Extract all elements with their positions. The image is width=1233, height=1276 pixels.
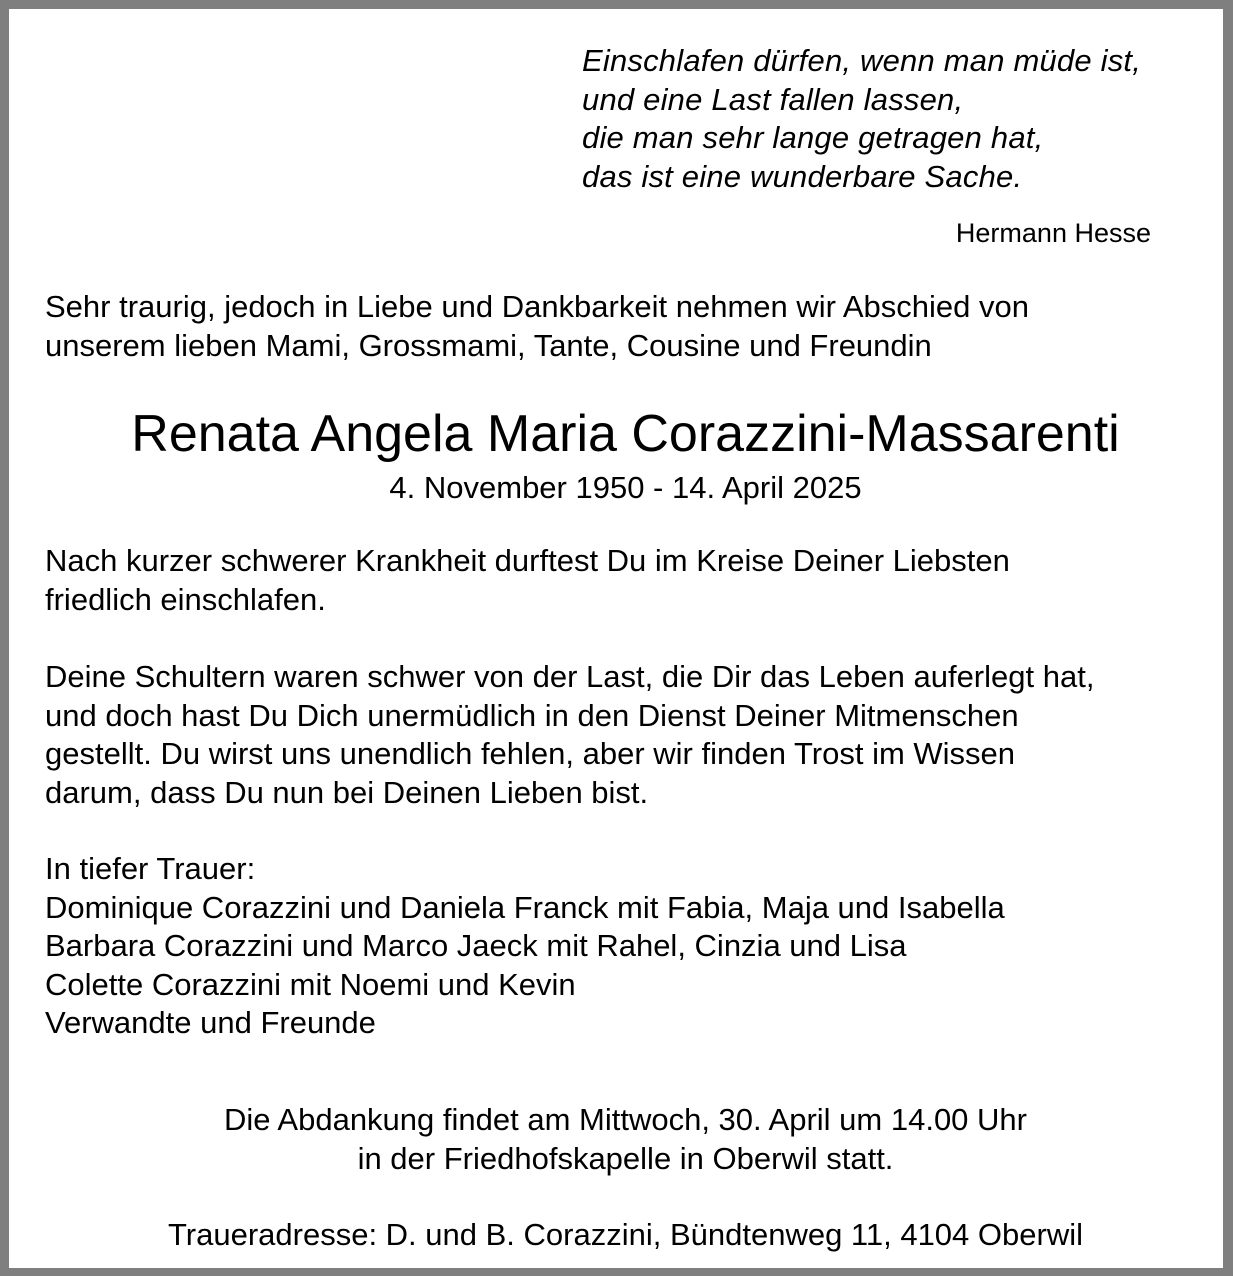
paragraph-line: friedlich einschlafen. — [45, 581, 326, 617]
mourners-list — [45, 850, 1005, 1043]
paragraph-line: darum, dass Du nun bei Deinen Lieben bist. — [45, 774, 649, 810]
quote-line: und eine Last fallen lassen, — [582, 81, 964, 117]
quote-line: Einschlafen dürfen, wenn man müde ist, — [582, 43, 1142, 78]
intro-line: Sehr traurig, jedoch in Liebe und Dankbarkeit nehmen wir Abschied von — [45, 289, 1029, 324]
paragraph-line: gestellt. Du wirst uns unendlich fehlen, aber wir finden Trost im Wissen — [45, 736, 1016, 771]
paragraph-illness — [45, 542, 1010, 619]
mourning-address: Traueradresse: D. und B. Corazzini, Bündtenweg 11, 4104 Oberwil — [168, 1217, 1083, 1252]
paragraph-tribute — [45, 658, 1094, 812]
mourner-entry: Barbara Corazzini und Marco Jaeck mit Rahel, Cinzia und Lisa — [45, 928, 907, 963]
mourner-entry: Verwandte und Freunde — [45, 1005, 376, 1040]
life-dates: 4. November 1950 - 14. April 2025 — [389, 470, 862, 505]
quote-line: die man sehr lange getragen hat, — [582, 120, 1044, 155]
paragraph-line: Nach kurzer schwerer Krankheit durftest Du im Kreise Deiner Liebsten — [45, 543, 1010, 578]
intro-paragraph — [45, 288, 1029, 365]
mourner-entry: Colette Corazzini mit Noemi und Kevin — [45, 966, 576, 1002]
hesse-quote — [582, 42, 1141, 196]
paragraph-line: und doch hast Du Dich unermüdlich in den Dienst Deiner Mitmenschen — [45, 697, 1019, 733]
quote-author: Hermann Hesse — [955, 218, 1151, 248]
ceremony-line: in der Friedhofskapelle in Oberwil statt. — [357, 1140, 894, 1176]
deceased-name: Renata Angela Maria Corazzini-Massarenti — [131, 405, 1120, 463]
quote-line: das ist eine wunderbare Sache. — [582, 158, 1023, 194]
paragraph-line: Deine Schultern waren schwer von der Last, die Dir das Leben auferlegt hat, — [45, 659, 1095, 694]
mourner-entry: Dominique Corazzini und Daniela Franck mit Fabia, Maja und Isabella — [45, 889, 1005, 925]
ceremony-notice — [9, 1101, 1233, 1178]
mourners-heading: In tiefer Trauer: — [45, 851, 256, 886]
ceremony-line: Die Abdankung findet am Mittwoch, 30. April um 14.00 Uhr — [224, 1102, 1027, 1137]
intro-line: unserem lieben Mami, Grossmami, Tante, Cousine und Freundin — [45, 327, 932, 363]
